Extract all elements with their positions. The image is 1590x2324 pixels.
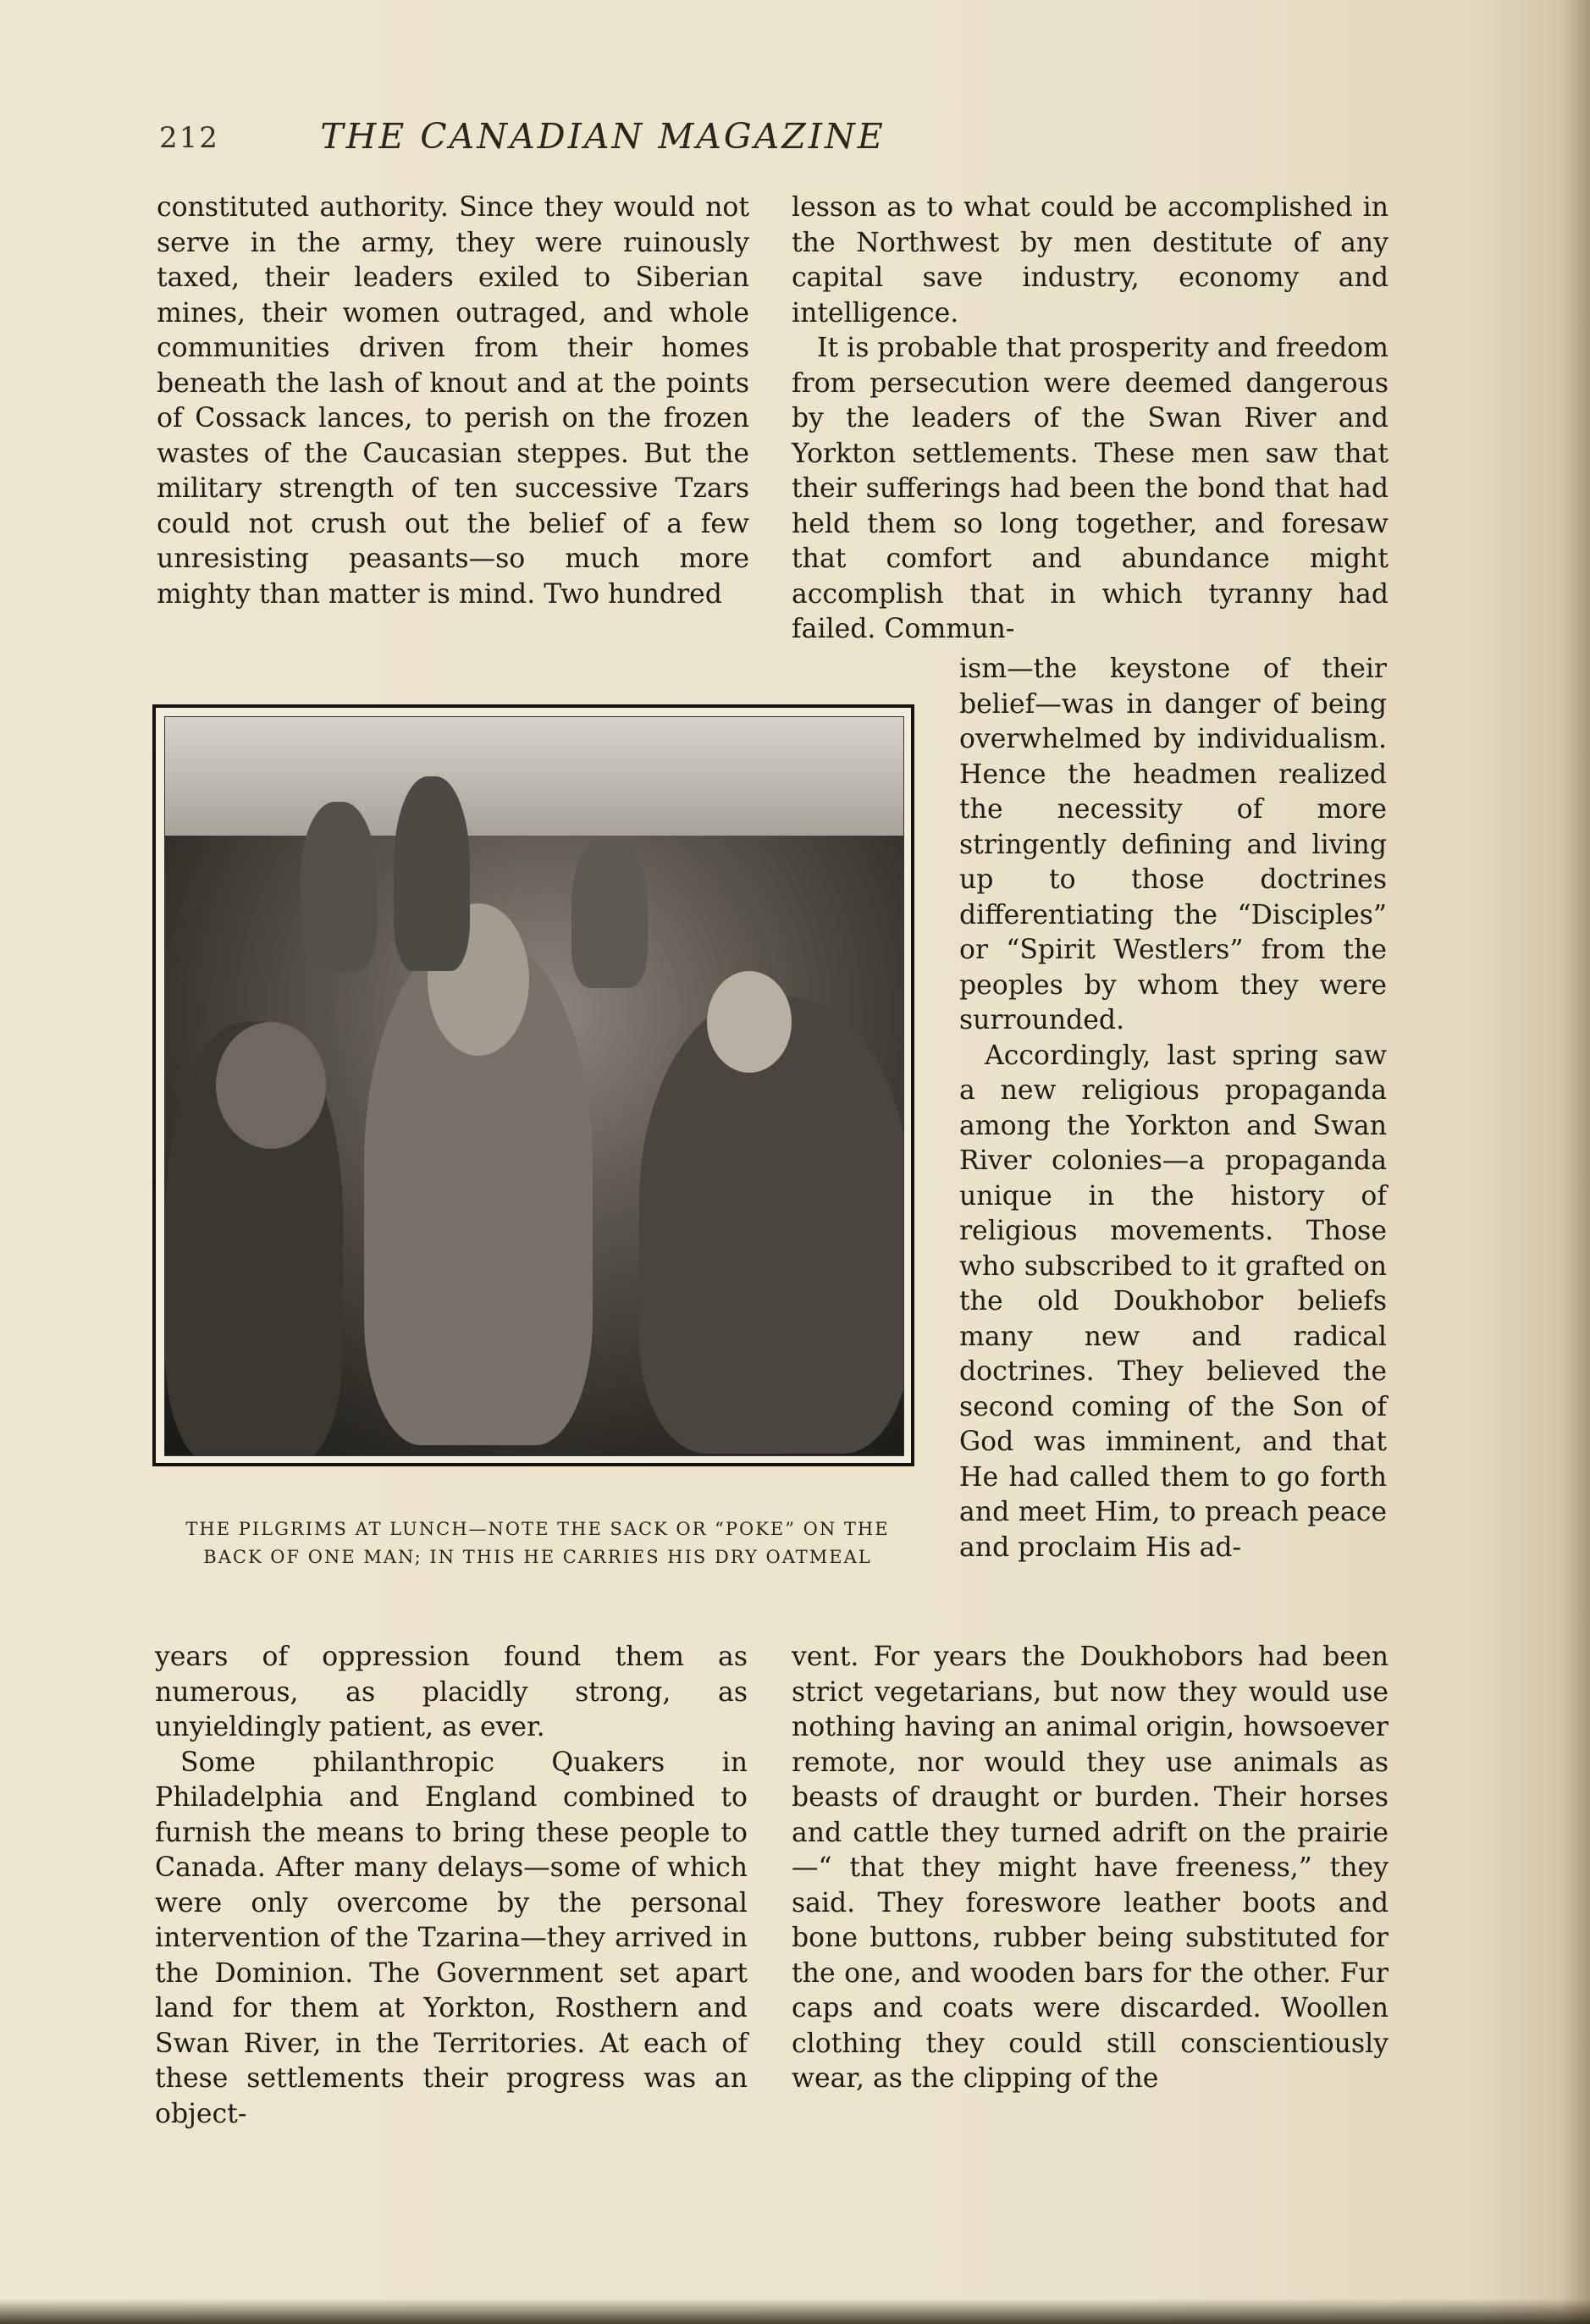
paragraph: vent. For years the Doukhobors had been strict vegetarians, but now they would use nothing having an animal origin, howsoever remote, nor would they use animals as beasts of draught or burden. Their horses and cattle they turned adrift on the prairie—“ that they might have freeness,” they said. They foreswore leather boots and bone buttons, rubber being substituted for the one, and wooden bars for the other. Fur caps and coats were discarded. Woollen clothing they could still conscientiously wear, as the clipping of the bbox=[792, 1642, 1388, 2094]
paragraph: years of oppression found them as numerous, as placidly strong, as unyieldingly patient, as ever. bbox=[155, 1642, 748, 1742]
column-right-middle bbox=[959, 652, 1387, 1565]
photo-figure bbox=[394, 776, 470, 971]
column-left-top bbox=[157, 190, 749, 612]
page-number: 212 bbox=[159, 121, 219, 155]
paragraph: lesson as to what could be accomplished in the Northwest by men destitute of any capital save industry, economy and intelligence. bbox=[792, 192, 1388, 328]
paragraph: ism—the keystone of their belief—was in danger of being overwhelmed by individualism. Hence the headmen realized the necessity of more stringently defining and living up to those doctrines differentiating the “Disciples” or “Spirit Westlers” from the peoples by whom they were surrounded. bbox=[959, 654, 1387, 1035]
running-header bbox=[159, 116, 1387, 167]
running-title: THE CANADIAN MAGAZINE bbox=[320, 116, 886, 157]
column-left-bottom bbox=[155, 1640, 748, 2132]
scan-shadow bbox=[0, 2299, 1590, 2324]
pilgrims-photo bbox=[164, 716, 904, 1456]
photo-head bbox=[707, 971, 792, 1073]
photo-figure bbox=[571, 836, 648, 988]
paragraph: It is probable that prosperity and freedom from persecution were deemed dangerous by the leaders of the Swan River and Yorkton settlements. These men saw that their sufferings had been the bond that had held them so long together, and foresaw that comfort and abundance might accomplish that in which tyranny had failed. Commun- bbox=[792, 333, 1388, 644]
photo-sky bbox=[165, 717, 903, 836]
photo-figure bbox=[301, 802, 377, 971]
page-edge bbox=[1556, 0, 1590, 2324]
column-right-bottom bbox=[792, 1640, 1388, 2097]
paragraph: Accordingly, last spring saw a new religious propaganda among the Yorkton and Swan River colonies—a propaganda unique in the history of religious movements. Those who subscribed to it grafted on the old Doukhobor beliefs many new and radical doctrines. They believed the second coming of the Son of God was imminent, and that He had called them to go forth and meet Him, to preach peace and proclaim His ad- bbox=[959, 1040, 1387, 1563]
paragraph: Some philanthropic Quakers in Philadelphia and England combined to furnish the means to bring these people to Canada. After many delays—some of which were only overcome by the personal intervention of the Tzarina—they arrived in the Dominion. The Government set apart land for them at Yorkton, Rosthern and Swan River, in the Territories. At each of these settlements their progress was an object- bbox=[155, 1747, 748, 2129]
photo-head bbox=[216, 1022, 326, 1149]
photo-frame bbox=[152, 704, 914, 1466]
photo-figure bbox=[639, 996, 904, 1454]
paragraph: constituted authority. Since they would not serve in the army, they were ruinously taxed, their leaders exiled to Siberian mines, their women outraged, and whole communities driven from their homes beneath the lash of knout and at the points of Cossack lances, to perish on the frozen wastes of the Caucasian steppes. But the military strength of ten successive Tzars could not crush out the belief of a few unresisting peasants—so much more mighty than matter is mind. Two hundred bbox=[157, 192, 749, 610]
column-right-top bbox=[792, 190, 1388, 648]
photo-caption: THE PILGRIMS AT LUNCH—NOTE THE SACK OR “POKE” ON THE BACK OF ONE MAN; IN THIS HE CARRIES HIS DRY OATMEAL bbox=[185, 1519, 890, 1567]
